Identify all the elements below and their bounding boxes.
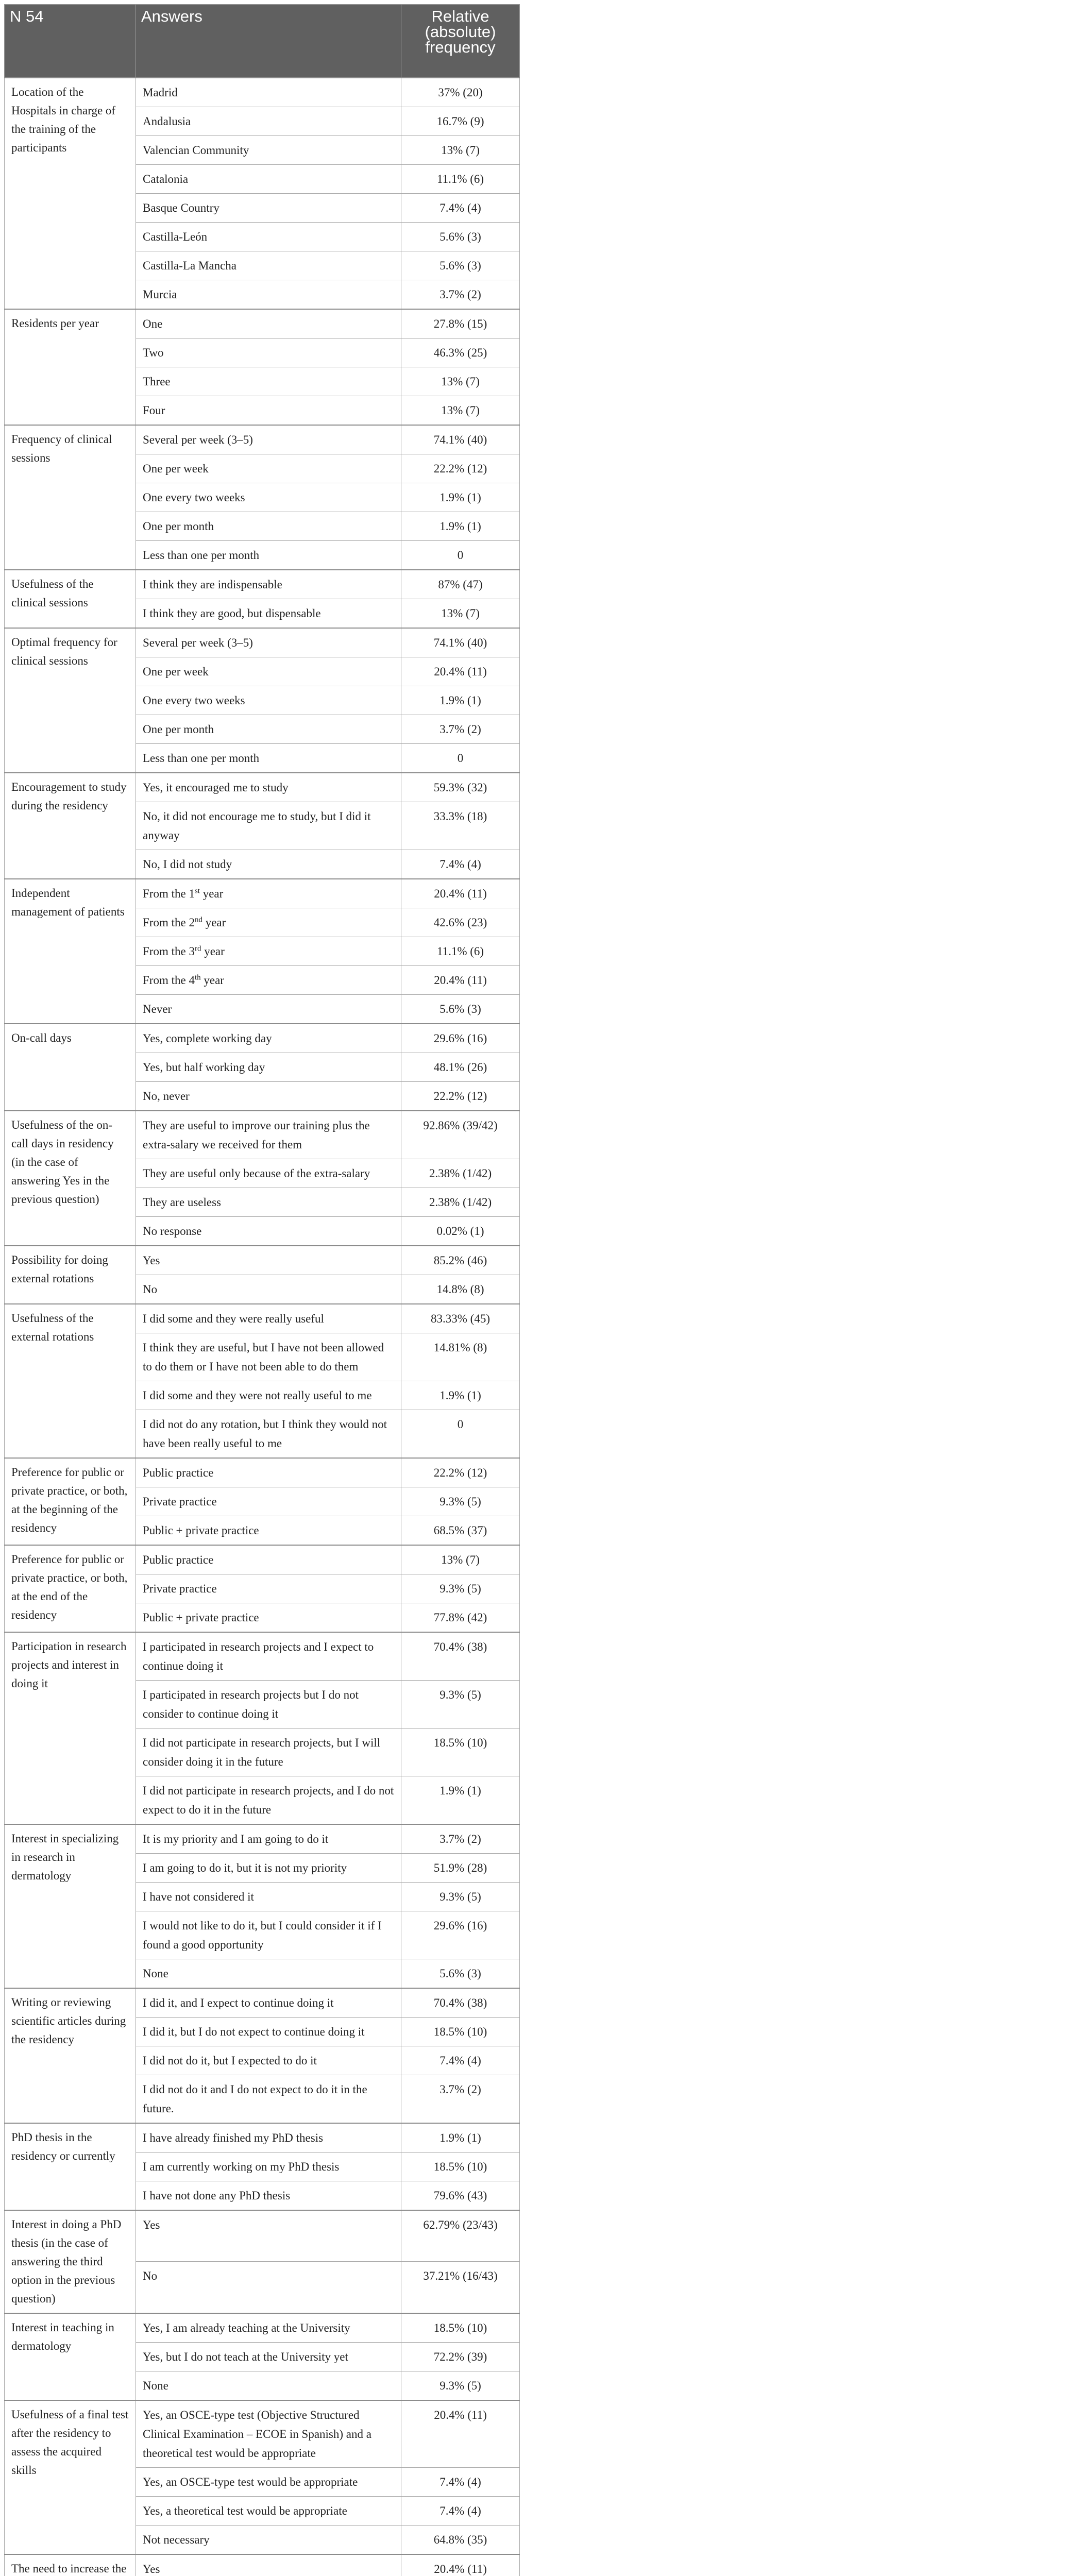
frequency-cell: 9.3% (5) — [401, 2371, 520, 2400]
frequency-cell: 83.33% (45) — [401, 1304, 520, 1333]
frequency-cell: 0 — [401, 540, 520, 570]
frequency-cell: 14.8% (8) — [401, 1275, 520, 1304]
question-cell: Usefulness of the external rotations — [5, 1304, 136, 1458]
frequency-cell: 42.6% (23) — [401, 908, 520, 937]
frequency-cell: 7.4% (4) — [401, 2496, 520, 2525]
frequency-cell: 2.38% (1/42) — [401, 1188, 520, 1216]
frequency-cell: 51.9% (28) — [401, 1853, 520, 1882]
answer-cell: Yes — [136, 1246, 401, 1275]
frequency-cell: 79.6% (43) — [401, 2181, 520, 2210]
answer-cell: Three — [136, 367, 401, 396]
frequency-cell: 7.4% (4) — [401, 2046, 520, 2075]
question-cell: Interest in doing a PhD thesis (in the case of answering the third option in the previous question) — [5, 2210, 136, 2313]
frequency-cell: 13% (7) — [401, 396, 520, 425]
question-cell: Interest in teaching in dermatology — [5, 2313, 136, 2400]
frequency-cell: 11.1% (6) — [401, 937, 520, 965]
ordinal-suffix: st — [194, 886, 200, 895]
answer-cell: Basque Country — [136, 193, 401, 222]
frequency-cell: 5.6% (3) — [401, 1959, 520, 1988]
question-cell: Writing or reviewing scientific articles during the residency — [5, 1988, 136, 2123]
question-cell: Preference for public or private practice, or both, at the beginning of the residency — [5, 1458, 136, 1545]
frequency-cell: 13% (7) — [401, 135, 520, 164]
header-answers: Answers — [136, 5, 401, 78]
frequency-cell: 9.3% (5) — [401, 1487, 520, 1516]
answer-cell: No response — [136, 1216, 401, 1246]
question-cell: On-call days — [5, 1024, 136, 1111]
frequency-cell: 9.3% (5) — [401, 1574, 520, 1603]
table-row — [5, 1246, 520, 1275]
ordinal-suffix: nd — [194, 915, 202, 924]
answer-cell: Valencian Community — [136, 135, 401, 164]
frequency-cell: 3.7% (2) — [401, 2075, 520, 2123]
answer-cell: Madrid — [136, 78, 401, 107]
frequency-cell: 68.5% (37) — [401, 1516, 520, 1545]
answer-text-end: year — [200, 973, 224, 987]
answer-cell: I think they are useful, but I have not been allowed to do them or I have not been able to do them — [136, 1333, 401, 1381]
table-row — [5, 2554, 520, 2576]
header-n: N 54 — [5, 5, 136, 78]
answer-cell: Four — [136, 396, 401, 425]
table-row — [5, 2210, 520, 2262]
frequency-cell: 22.2% (12) — [401, 454, 520, 483]
answer-cell: One — [136, 309, 401, 338]
answer-cell: Catalonia — [136, 164, 401, 193]
frequency-cell: 9.3% (5) — [401, 1882, 520, 1911]
frequency-cell: 64.8% (35) — [401, 2525, 520, 2554]
table-row — [5, 1545, 520, 1574]
answer-cell: I did not do it and I do not expect to do it in the future. — [136, 2075, 401, 2123]
answer-cell: Castilla-La Mancha — [136, 251, 401, 280]
answer-cell: I did not participate in research projects, but I will consider doing it in the future — [136, 1728, 401, 1776]
table-row — [5, 1024, 520, 1053]
table-row — [5, 570, 520, 599]
answer-cell: Private practice — [136, 1574, 401, 1603]
frequency-cell: 3.7% (2) — [401, 715, 520, 743]
frequency-cell: 18.5% (10) — [401, 2313, 520, 2343]
table-row — [5, 2400, 520, 2468]
answer-cell: Yes, it encouraged me to study — [136, 773, 401, 802]
answer-cell: I did not do any rotation, but I think they would not have been really useful to me — [136, 1410, 401, 1458]
answer-cell: Two — [136, 338, 401, 367]
frequency-cell: 22.2% (12) — [401, 1081, 520, 1111]
table-row — [5, 2313, 520, 2343]
table-row — [5, 1632, 520, 1681]
table-row — [5, 309, 520, 338]
table-row — [5, 1111, 520, 1159]
frequency-cell: 37% (20) — [401, 78, 520, 107]
answer-cell: Andalusia — [136, 107, 401, 135]
frequency-cell: 7.4% (4) — [401, 850, 520, 879]
answer-cell: Several per week (3–5) — [136, 425, 401, 454]
frequency-cell: 13% (7) — [401, 1545, 520, 1574]
answer-cell: One per month — [136, 715, 401, 743]
answer-cell: None — [136, 2371, 401, 2400]
answer-cell: No — [136, 2262, 401, 2313]
frequency-cell: 70.4% (38) — [401, 1988, 520, 2018]
frequency-cell: 1.9% (1) — [401, 686, 520, 715]
answer-cell: I think they are indispensable — [136, 570, 401, 599]
question-cell: Location of the Hospitals in charge of the training of the participants — [5, 78, 136, 309]
header-frequency: Relative (absolute) frequency — [401, 5, 520, 78]
frequency-cell: 2.38% (1/42) — [401, 1159, 520, 1188]
question-cell: Residents per year — [5, 309, 136, 425]
frequency-cell: 70.4% (38) — [401, 1632, 520, 1681]
frequency-cell: 46.3% (25) — [401, 338, 520, 367]
answer-cell: It is my priority and I am going to do it — [136, 1824, 401, 1854]
frequency-cell: 1.9% (1) — [401, 512, 520, 540]
question-cell: Participation in research projects and interest in doing it — [5, 1632, 136, 1824]
answer-cell: Castilla-León — [136, 222, 401, 251]
answer-cell: No — [136, 1275, 401, 1304]
table-body — [5, 78, 520, 2576]
answer-cell: Yes — [136, 2554, 401, 2576]
frequency-cell: 14.81% (8) — [401, 1333, 520, 1381]
answer-cell: I did it, and I expect to continue doing it — [136, 1988, 401, 2018]
question-cell: Encouragement to study during the residency — [5, 773, 136, 879]
frequency-cell: 0.02% (1) — [401, 1216, 520, 1246]
frequency-cell: 16.7% (9) — [401, 107, 520, 135]
answer-cell: I did some and they were not really useful to me — [136, 1381, 401, 1410]
question-cell: Possibility for doing external rotations — [5, 1246, 136, 1304]
frequency-cell: 7.4% (4) — [401, 2467, 520, 2496]
frequency-cell: 20.4% (11) — [401, 879, 520, 908]
answer-text: From the 1 — [143, 887, 195, 900]
table-row — [5, 628, 520, 657]
answer-cell: Not necessary — [136, 2525, 401, 2554]
frequency-cell: 85.2% (46) — [401, 1246, 520, 1275]
table-row — [5, 1458, 520, 1487]
answer-cell: Less than one per month — [136, 743, 401, 773]
answer-cell: No, it did not encourage me to study, but I did it anyway — [136, 802, 401, 850]
frequency-cell: 0 — [401, 743, 520, 773]
answer-cell: I have already finished my PhD thesis — [136, 2123, 401, 2153]
frequency-cell: 20.4% (11) — [401, 657, 520, 686]
frequency-cell: 0 — [401, 1410, 520, 1458]
frequency-cell: 74.1% (40) — [401, 628, 520, 657]
frequency-cell: 72.2% (39) — [401, 2342, 520, 2371]
frequency-cell: 5.6% (3) — [401, 222, 520, 251]
table-row — [5, 879, 520, 908]
answer-cell: Murcia — [136, 280, 401, 309]
frequency-cell: 1.9% (1) — [401, 1381, 520, 1410]
answer-cell: Never — [136, 994, 401, 1024]
table-row — [5, 425, 520, 454]
answer-cell: Less than one per month — [136, 540, 401, 570]
table-row — [5, 2123, 520, 2153]
question-cell: Optimal frequency for clinical sessions — [5, 628, 136, 773]
question-cell: The need to increase the — [5, 2554, 136, 2576]
frequency-cell: 22.2% (12) — [401, 1458, 520, 1487]
answer-cell: I participated in research projects and I expect to continue doing it — [136, 1632, 401, 1681]
answer-cell: They are useful to improve our training plus the extra-salary we received for them — [136, 1111, 401, 1159]
answer-cell: No, never — [136, 1081, 401, 1111]
question-cell: PhD thesis in the residency or currently — [5, 2123, 136, 2210]
frequency-cell: 5.6% (3) — [401, 994, 520, 1024]
answer-cell — [136, 937, 401, 965]
frequency-cell: 9.3% (5) — [401, 1680, 520, 1728]
answer-cell: Yes, a theoretical test would be appropriate — [136, 2496, 401, 2525]
table-header — [5, 5, 520, 78]
answer-cell — [136, 965, 401, 994]
frequency-cell: 3.7% (2) — [401, 1824, 520, 1854]
frequency-cell: 1.9% (1) — [401, 483, 520, 512]
answer-cell: I would not like to do it, but I could consider it if I found a good opportunity — [136, 1911, 401, 1959]
answer-text: From the 4 — [143, 973, 195, 987]
answer-cell: One every two weeks — [136, 483, 401, 512]
answer-cell: Yes, but half working day — [136, 1053, 401, 1081]
answer-cell: Public + private practice — [136, 1516, 401, 1545]
answer-cell: Yes, complete working day — [136, 1024, 401, 1053]
question-cell: Frequency of clinical sessions — [5, 425, 136, 570]
answer-cell: I am going to do it, but it is not my priority — [136, 1853, 401, 1882]
question-cell: Usefulness of the clinical sessions — [5, 570, 136, 628]
frequency-cell: 13% (7) — [401, 599, 520, 628]
frequency-cell: 1.9% (1) — [401, 1776, 520, 1824]
frequency-cell: 33.3% (18) — [401, 802, 520, 850]
answer-cell: No, I did not study — [136, 850, 401, 879]
answer-cell: One per week — [136, 454, 401, 483]
frequency-cell: 87% (47) — [401, 570, 520, 599]
answer-cell: None — [136, 1959, 401, 1988]
answer-cell: Yes, an OSCE-type test (Objective Structured Clinical Examination – ECOE in Spanish) and a theoretical test would be appropriate — [136, 2400, 401, 2468]
question-cell: Usefulness of the on-call days in residency (in the case of answering Yes in the previous question) — [5, 1111, 136, 1246]
answer-cell: One every two weeks — [136, 686, 401, 715]
answer-cell: I have not considered it — [136, 1882, 401, 1911]
answer-cell — [136, 908, 401, 937]
answer-cell: They are useless — [136, 1188, 401, 1216]
frequency-cell: 62.79% (23/43) — [401, 2210, 520, 2262]
answer-cell: They are useful only because of the extra-salary — [136, 1159, 401, 1188]
answer-cell: Private practice — [136, 1487, 401, 1516]
answer-cell: Several per week (3–5) — [136, 628, 401, 657]
frequency-cell: 1.9% (1) — [401, 2123, 520, 2153]
answer-text: From the 2 — [143, 916, 195, 929]
answer-text: From the 3 — [143, 944, 195, 958]
frequency-cell: 18.5% (10) — [401, 2017, 520, 2046]
frequency-cell: 37.21% (16/43) — [401, 2262, 520, 2313]
answer-text-end: year — [201, 944, 225, 958]
answer-cell: I am currently working on my PhD thesis — [136, 2152, 401, 2181]
frequency-cell: 48.1% (26) — [401, 1053, 520, 1081]
frequency-cell: 20.4% (11) — [401, 2554, 520, 2576]
answer-cell: Yes, I am already teaching at the University — [136, 2313, 401, 2343]
question-cell: Independent management of patients — [5, 879, 136, 1024]
answer-cell: I did it, but I do not expect to continue doing it — [136, 2017, 401, 2046]
answer-cell: I have not done any PhD thesis — [136, 2181, 401, 2210]
answer-cell: I think they are good, but dispensable — [136, 599, 401, 628]
frequency-cell: 20.4% (11) — [401, 2400, 520, 2468]
answer-cell: Public + private practice — [136, 1603, 401, 1632]
frequency-cell: 59.3% (32) — [401, 773, 520, 802]
frequency-cell: 13% (7) — [401, 367, 520, 396]
table-row — [5, 1304, 520, 1333]
frequency-cell: 11.1% (6) — [401, 164, 520, 193]
answer-cell: I participated in research projects but I do not consider to continue doing it — [136, 1680, 401, 1728]
answer-cell: Public practice — [136, 1458, 401, 1487]
answer-cell: One per month — [136, 512, 401, 540]
frequency-cell: 92.86% (39/42) — [401, 1111, 520, 1159]
answer-text-end: year — [202, 916, 226, 929]
answer-cell: Yes, but I do not teach at the University yet — [136, 2342, 401, 2371]
answer-cell: Yes — [136, 2210, 401, 2262]
answer-cell: One per week — [136, 657, 401, 686]
frequency-cell: 18.5% (10) — [401, 2152, 520, 2181]
frequency-cell: 18.5% (10) — [401, 1728, 520, 1776]
frequency-cell: 5.6% (3) — [401, 251, 520, 280]
table-row — [5, 78, 520, 107]
question-cell: Interest in specializing in research in dermatology — [5, 1824, 136, 1988]
answer-cell: I did some and they were really useful — [136, 1304, 401, 1333]
table-row — [5, 773, 520, 802]
frequency-cell: 3.7% (2) — [401, 280, 520, 309]
answer-cell: Yes, an OSCE-type test would be appropriate — [136, 2467, 401, 2496]
answer-cell — [136, 879, 401, 908]
frequency-cell: 29.6% (16) — [401, 1911, 520, 1959]
question-cell: Preference for public or private practice, or both, at the end of the residency — [5, 1545, 136, 1632]
frequency-cell: 74.1% (40) — [401, 425, 520, 454]
answer-cell: I did not participate in research projects, and I do not expect to do it in the future — [136, 1776, 401, 1824]
table-row — [5, 1988, 520, 2018]
frequency-cell: 20.4% (11) — [401, 965, 520, 994]
answer-cell: I did not do it, but I expected to do it — [136, 2046, 401, 2075]
answer-text-end: year — [199, 887, 224, 900]
frequency-cell: 77.8% (42) — [401, 1603, 520, 1632]
survey-results-table — [4, 4, 520, 2576]
frequency-cell: 7.4% (4) — [401, 193, 520, 222]
answer-cell: Public practice — [136, 1545, 401, 1574]
header-row — [5, 5, 520, 78]
frequency-cell: 27.8% (15) — [401, 309, 520, 338]
question-cell: Usefulness of a final test after the residency to assess the acquired skills — [5, 2400, 136, 2554]
ordinal-suffix: th — [194, 973, 201, 981]
table-row — [5, 1824, 520, 1854]
frequency-cell: 29.6% (16) — [401, 1024, 520, 1053]
ordinal-suffix: rd — [194, 944, 201, 953]
